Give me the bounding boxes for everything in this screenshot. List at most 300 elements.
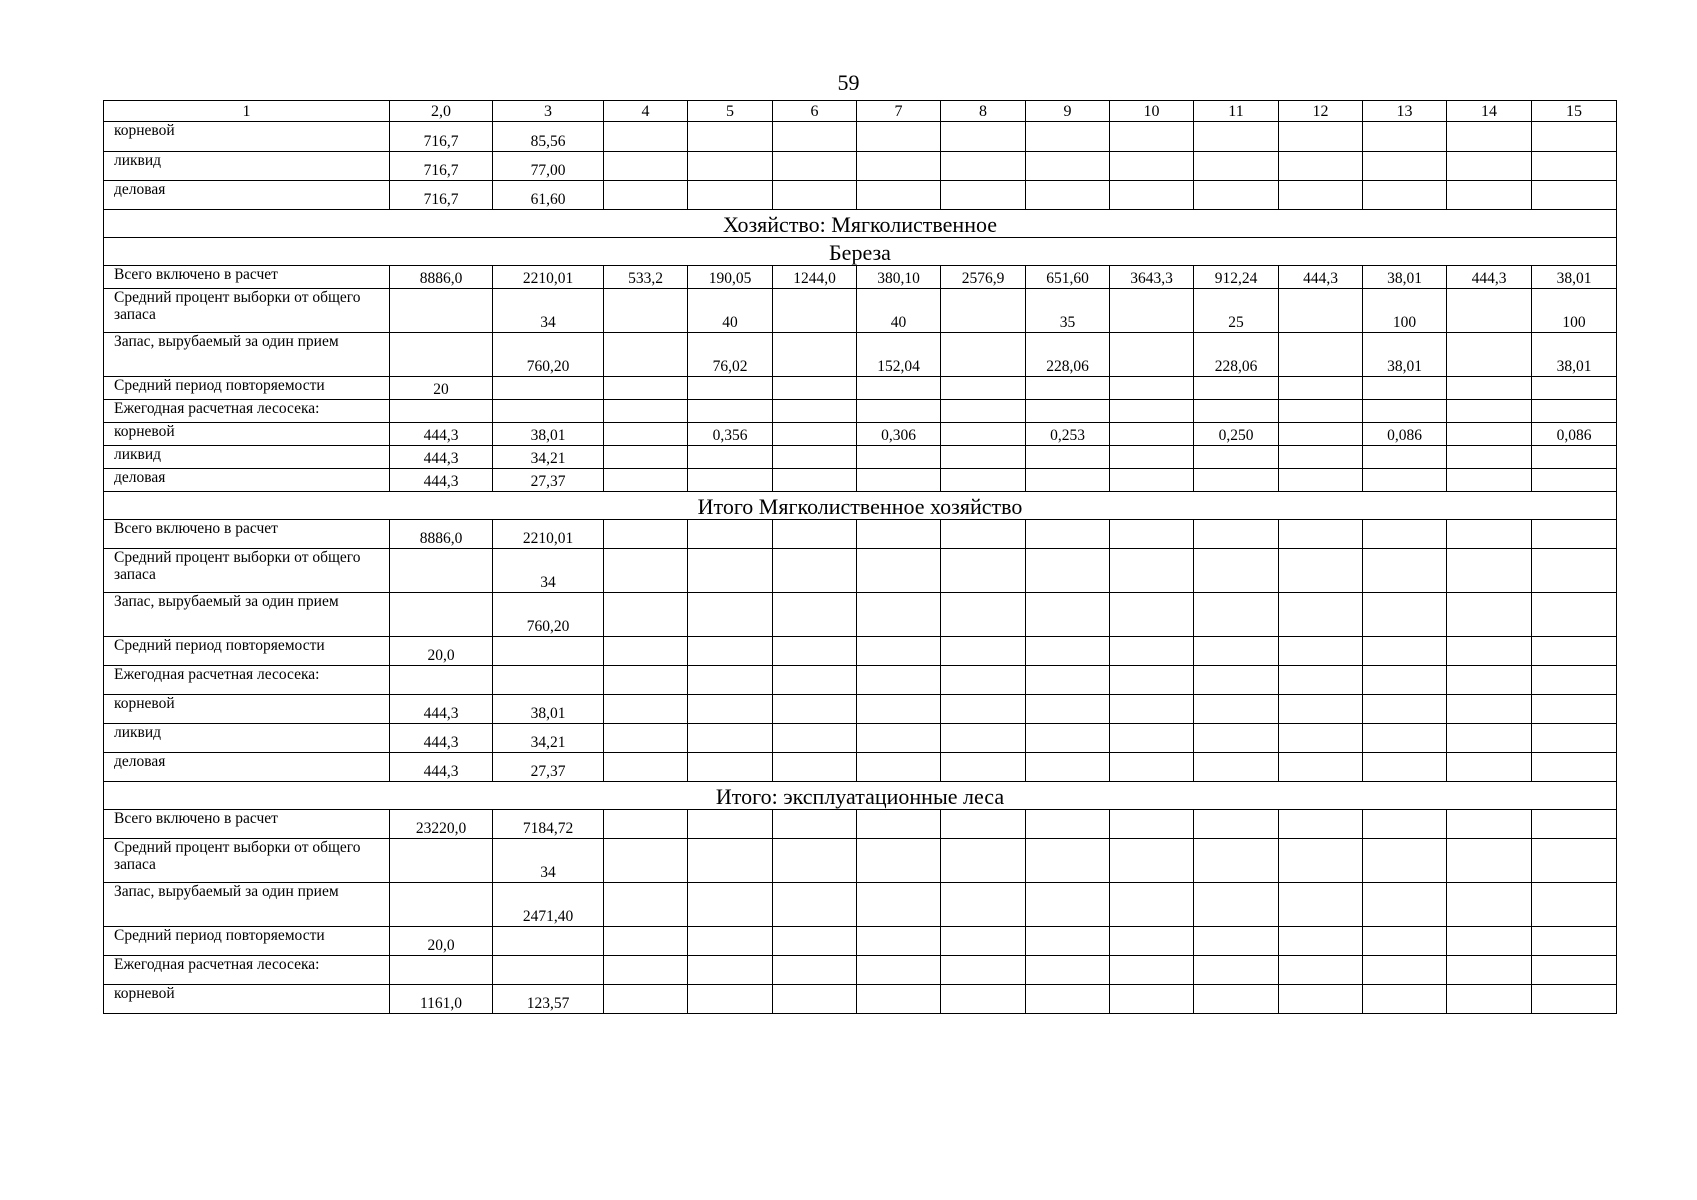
table-cell [857,549,941,593]
table-cell [688,839,773,883]
table-cell: 20,0 [390,927,493,956]
table-cell [1532,666,1617,695]
table-cell [1363,927,1447,956]
table-cell [1110,181,1194,210]
table-cell: 0,250 [1194,423,1279,446]
table-cell [1447,446,1532,469]
table-cell [857,883,941,927]
table-cell: 38,01 [1532,333,1617,377]
table-cell [1447,400,1532,423]
table-body [104,101,1617,1014]
table-cell [688,152,773,181]
table-cell [1194,446,1279,469]
table-cell [1194,377,1279,400]
table-cell [857,839,941,883]
table-cell [1532,181,1617,210]
table-cell [1110,333,1194,377]
table-row [104,883,1617,927]
row-label: корневой [104,423,390,446]
column-header-4: 4 [604,101,688,122]
table-cell: 444,3 [390,724,493,753]
table-cell [773,122,857,152]
table-row [104,423,1617,446]
table-cell [688,956,773,985]
table-cell [1110,637,1194,666]
table-cell [604,377,688,400]
table-cell [773,839,857,883]
table-cell [941,985,1026,1014]
section-heading: Итого Мягколиственное хозяйство [104,492,1617,520]
table-row [104,810,1617,839]
table-cell [1363,839,1447,883]
table-cell [1194,181,1279,210]
table-cell [857,122,941,152]
table-cell [941,666,1026,695]
table-cell [857,377,941,400]
section-heading: Хозяйство: Мягколиственное [104,210,1617,238]
table-cell: 2210,01 [493,266,604,289]
table-row [104,469,1617,492]
column-header-10: 10 [1110,101,1194,122]
table-cell [1279,446,1363,469]
table-cell [1447,469,1532,492]
table-cell [1279,883,1363,927]
table-cell: 228,06 [1194,333,1279,377]
column-header-5: 5 [688,101,773,122]
table-cell [688,122,773,152]
table-cell [604,695,688,724]
table-cell [1194,724,1279,753]
table-cell [1363,152,1447,181]
row-label: корневой [104,985,390,1014]
table-cell [1026,666,1110,695]
table-cell [1532,637,1617,666]
table-cell [604,181,688,210]
table-cell: 444,3 [390,753,493,782]
table-cell [1447,695,1532,724]
table-cell: 8886,0 [390,520,493,549]
table-cell [1532,446,1617,469]
table-cell [1447,423,1532,446]
table-cell [857,753,941,782]
table-row [104,400,1617,423]
table-cell [1110,724,1194,753]
table-cell [604,927,688,956]
table-cell [941,469,1026,492]
table-cell [1447,753,1532,782]
table-cell [941,927,1026,956]
table-row [104,695,1617,724]
row-label: Средний процент выборки от общего запаса [104,289,390,333]
table-cell: 77,00 [493,152,604,181]
table-row [104,753,1617,782]
table-cell: 40 [688,289,773,333]
table-cell: 0,086 [1363,423,1447,446]
table-cell [493,956,604,985]
row-label: Всего включено в расчет [104,810,390,839]
table-cell [1279,289,1363,333]
table-row [104,333,1617,377]
table-row [104,839,1617,883]
page-number: 59 [837,70,860,95]
table-cell [1447,333,1532,377]
table-cell: 34 [493,289,604,333]
table-cell [1363,446,1447,469]
table-cell: 912,24 [1194,266,1279,289]
table-cell [493,400,604,423]
table-cell [1532,985,1617,1014]
table-cell [941,377,1026,400]
row-label: Запас, вырубаемый за один прием [104,333,390,377]
table-cell [1194,593,1279,637]
table-cell [1279,400,1363,423]
table-cell [1194,666,1279,695]
row-label: Запас, вырубаемый за один прием [104,593,390,637]
column-header-12: 12 [1279,101,1363,122]
table-cell [773,883,857,927]
table-cell [773,593,857,637]
table-cell: 20,0 [390,637,493,666]
table-cell [390,289,493,333]
table-cell [1532,927,1617,956]
table-cell [688,400,773,423]
table-cell [1026,152,1110,181]
table-cell [941,593,1026,637]
row-label: Ежегодная расчетная лесосека: [104,666,390,695]
table-cell [604,666,688,695]
table-cell [1279,753,1363,782]
table-cell [493,666,604,695]
table-cell [1026,956,1110,985]
table-cell [1194,883,1279,927]
table-cell [1194,469,1279,492]
table-cell [1194,152,1279,181]
table-cell [1447,593,1532,637]
table-cell [1447,666,1532,695]
table-cell [857,593,941,637]
table-cell [941,520,1026,549]
column-header-row [104,101,1617,122]
table-cell: 0,306 [857,423,941,446]
table-cell [1279,377,1363,400]
table-cell [604,520,688,549]
table-cell [1363,724,1447,753]
table-cell [773,181,857,210]
table-cell [688,446,773,469]
table-cell [1532,377,1617,400]
table-cell [1532,883,1617,927]
table-cell [1110,152,1194,181]
table-cell: 8886,0 [390,266,493,289]
table-cell [773,927,857,956]
column-header-14: 14 [1447,101,1532,122]
table-row [104,289,1617,333]
table-cell [493,637,604,666]
table-cell [941,839,1026,883]
table-cell [941,152,1026,181]
table-cell [1363,520,1447,549]
column-header-13: 13 [1363,101,1447,122]
table-cell [941,400,1026,423]
table-cell [1532,520,1617,549]
table-cell [1447,152,1532,181]
row-label: деловая [104,469,390,492]
column-header-11: 11 [1194,101,1279,122]
section-heading-row [104,492,1617,520]
table-cell: 27,37 [493,469,604,492]
table-cell [773,289,857,333]
table-cell [1194,927,1279,956]
table-cell [1447,810,1532,839]
table-cell [1110,985,1194,1014]
table-cell [1194,520,1279,549]
table-cell: 25 [1194,289,1279,333]
table-cell [390,666,493,695]
table-cell [1363,666,1447,695]
table-cell: 190,05 [688,266,773,289]
table-cell [1110,400,1194,423]
table-cell [688,520,773,549]
table-cell [604,400,688,423]
row-label: Ежегодная расчетная лесосека: [104,956,390,985]
table-cell [857,810,941,839]
table-cell [1279,956,1363,985]
table-cell [1532,122,1617,152]
table-cell: 38,01 [1532,266,1617,289]
table-cell [773,400,857,423]
table-cell [1026,985,1110,1014]
column-header-8: 8 [941,101,1026,122]
table-cell [857,985,941,1014]
table-row [104,666,1617,695]
table-cell [1447,520,1532,549]
section-heading-row [104,782,1617,810]
row-label: Средний процент выборки от общего запаса [104,839,390,883]
table-cell [1447,377,1532,400]
table-cell: 34 [493,839,604,883]
table-cell [773,810,857,839]
table-cell [1279,637,1363,666]
table-row [104,637,1617,666]
table-cell [688,181,773,210]
table-cell [604,446,688,469]
table-cell [773,469,857,492]
table-cell [941,695,1026,724]
table-cell: 444,3 [390,469,493,492]
table-cell [1363,753,1447,782]
table-cell [688,753,773,782]
table-cell: 76,02 [688,333,773,377]
row-label: Средний период повторяемости [104,377,390,400]
table-cell [1279,520,1363,549]
table-cell [773,333,857,377]
table-cell [1532,400,1617,423]
table-cell: 34 [493,549,604,593]
row-label: ликвид [104,152,390,181]
table-cell [1363,637,1447,666]
table-cell: 1244,0 [773,266,857,289]
table-row [104,985,1617,1014]
table-cell [773,956,857,985]
table-cell [604,289,688,333]
table-cell [857,956,941,985]
row-label: Всего включено в расчет [104,520,390,549]
table-cell [1447,637,1532,666]
table-cell [941,637,1026,666]
table-cell [1532,152,1617,181]
table-cell: 0,356 [688,423,773,446]
table-cell [1110,377,1194,400]
table-cell [773,666,857,695]
table-cell [1194,839,1279,883]
table-cell [1447,985,1532,1014]
table-cell [1363,883,1447,927]
table-cell: 34,21 [493,724,604,753]
table-cell: 1161,0 [390,985,493,1014]
table-cell [1363,181,1447,210]
table-cell: 3643,3 [1110,266,1194,289]
table-cell [1194,956,1279,985]
table-cell [1279,593,1363,637]
table-cell [1363,549,1447,593]
table-cell [941,333,1026,377]
table-cell [604,122,688,152]
table-cell [1447,956,1532,985]
row-label: деловая [104,181,390,210]
table-cell [390,839,493,883]
table-cell [1194,122,1279,152]
table-cell [1447,181,1532,210]
table-cell [1110,289,1194,333]
table-cell [857,666,941,695]
table-cell [1532,839,1617,883]
table-cell [688,724,773,753]
table-cell [1532,753,1617,782]
table-cell [941,724,1026,753]
table-cell [1447,883,1532,927]
table-cell [1026,927,1110,956]
table-cell [1194,637,1279,666]
table-cell [1110,753,1194,782]
table-row [104,377,1617,400]
table-cell [1026,549,1110,593]
table-cell [1532,724,1617,753]
table-cell [1447,927,1532,956]
table-cell [604,753,688,782]
table-cell [941,883,1026,927]
table-cell [1110,810,1194,839]
table-cell [688,469,773,492]
table-cell: 7184,72 [493,810,604,839]
table-cell [1532,549,1617,593]
table-cell [1110,446,1194,469]
table-cell [941,289,1026,333]
table-cell [941,810,1026,839]
table-cell [688,927,773,956]
table-cell [941,423,1026,446]
table-cell: 38,01 [493,695,604,724]
table-cell [1279,469,1363,492]
table-cell [1026,839,1110,883]
table-cell [1110,666,1194,695]
table-cell: 40 [857,289,941,333]
table-cell: 123,57 [493,985,604,1014]
table-cell [604,333,688,377]
table-cell [1363,985,1447,1014]
table-cell [1447,549,1532,593]
table-row [104,122,1617,152]
table-cell: 0,086 [1532,423,1617,446]
table-cell: 444,3 [1447,266,1532,289]
table-cell [1363,695,1447,724]
table-cell [1279,423,1363,446]
row-label: ликвид [104,446,390,469]
table-cell [1447,289,1532,333]
table-cell [857,695,941,724]
table-cell [604,810,688,839]
table-cell [857,724,941,753]
table-cell [1363,593,1447,637]
table-cell [1363,400,1447,423]
table-cell [1447,122,1532,152]
table-cell: 20 [390,377,493,400]
table-cell [1026,695,1110,724]
table-cell: 61,60 [493,181,604,210]
table-cell [1110,839,1194,883]
table-row [104,549,1617,593]
table-cell [1026,400,1110,423]
table-cell [390,956,493,985]
table-cell [1026,520,1110,549]
table-cell [390,549,493,593]
table-cell [941,181,1026,210]
table-cell [1110,122,1194,152]
table-cell [1026,446,1110,469]
table-cell [688,593,773,637]
table-cell [1110,695,1194,724]
table-cell [1194,810,1279,839]
table-cell [857,637,941,666]
table-cell [604,956,688,985]
table-row [104,520,1617,549]
table-cell [941,549,1026,593]
table-cell [688,637,773,666]
row-label: корневой [104,122,390,152]
table-row [104,724,1617,753]
table-cell [1363,956,1447,985]
section-heading: Береза [104,238,1617,266]
table-cell [773,637,857,666]
row-label: Запас, вырубаемый за один прием [104,883,390,927]
table-cell [604,593,688,637]
table-cell [604,152,688,181]
table-cell: 23220,0 [390,810,493,839]
table-cell [1279,122,1363,152]
table-row [104,266,1617,289]
table-cell [1279,810,1363,839]
table-cell [857,181,941,210]
table-cell [1110,927,1194,956]
table-cell [773,695,857,724]
table-cell [857,446,941,469]
table-cell [688,377,773,400]
table-cell [1279,927,1363,956]
table-cell [1279,333,1363,377]
table-cell: 444,3 [1279,266,1363,289]
table-cell [1110,956,1194,985]
row-label: Ежегодная расчетная лесосека: [104,400,390,423]
table-cell [773,423,857,446]
